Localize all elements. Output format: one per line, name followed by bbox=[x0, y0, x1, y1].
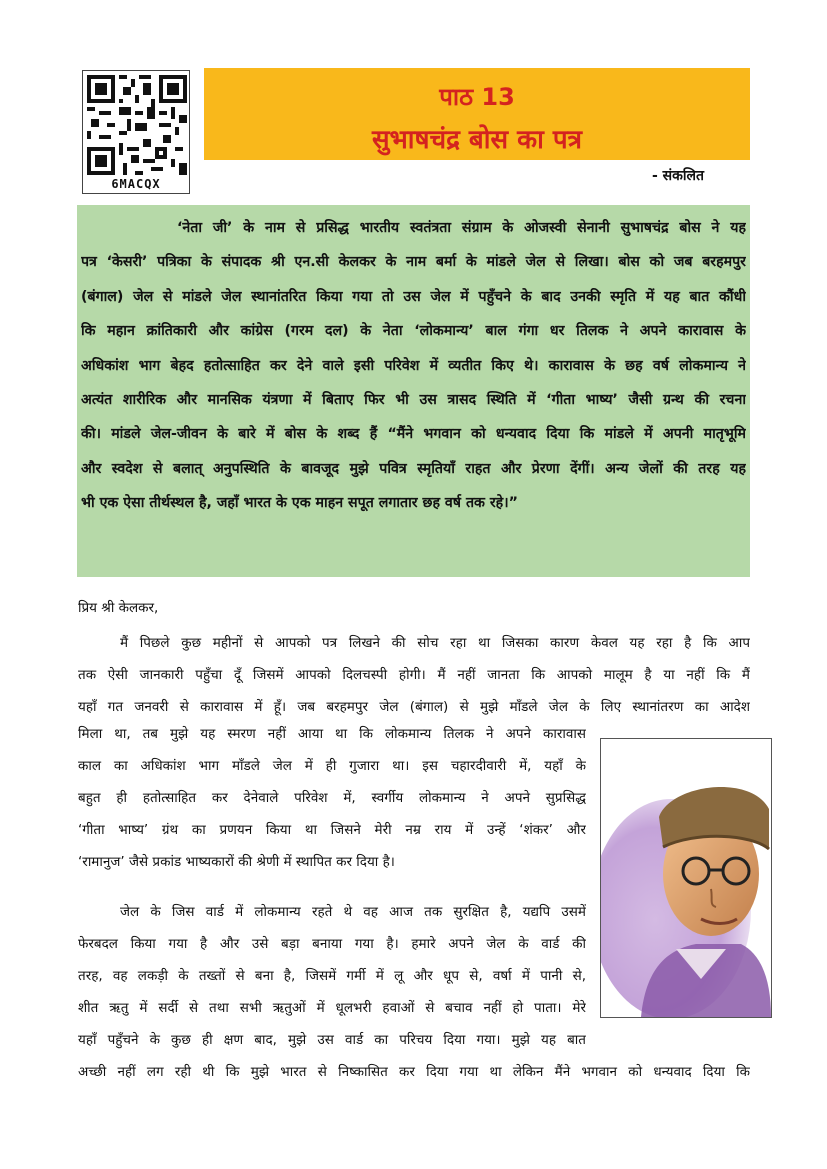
letter-paragraph-2-top bbox=[78, 896, 586, 1056]
letter-line: फेरबदल किया गया है और उसे बड़ा बनाया गया है। हमारे अपने जेल के वार्ड की bbox=[78, 936, 586, 952]
letter-line: शीत ऋतु में सर्दी से तथा सभी ऋतुओं में धूलभरी हवाओं से बचाव नहीं हो पाता। मेरे bbox=[78, 1000, 586, 1016]
letter-line: यहाँ पहुँचने के कुछ ही क्षण बाद, मुझे उस वार्ड का परिचय दिया गया। मुझे यह बात bbox=[78, 1032, 586, 1048]
letter-line: अच्छी नहीं लग रही थी कि मुझे भारत से निष्कासित कर दिया गया था लेकिन मैंने भगवान को धन्यवाद दिया कि bbox=[78, 1064, 750, 1080]
qr-code-icon bbox=[87, 75, 187, 175]
lesson-number: पाठ 13 bbox=[439, 83, 515, 111]
intro-line: और स्वदेश से बलात् अनुपस्थिति के बावजूद मुझे पवित्र स्मृतियाँ राहत और प्रेरणा देंगीं। अन्य जेलों की तरह यह bbox=[81, 460, 746, 477]
letter-salutation: प्रिय श्री केलकर, bbox=[78, 600, 159, 616]
portrait-image bbox=[600, 738, 772, 1018]
intro-line: (बंगाल) जेल से मांडले जेल स्थानांतरित किया गया तो उस जेल में पहुँचने के बाद उनकी स्मृति में यह बात कौंधी bbox=[81, 288, 746, 305]
letter-line: ‘गीता भाष्य’ ग्रंथ का प्रणयन किया था जिसने मेरी नम्र राय में उन्हें ‘शंकर’ और bbox=[78, 822, 586, 838]
letter-line: यहाँ गत जनवरी से कारावास में हूँ। जब बरहमपुर जेल (बंगाल) से मुझे माँडले जेल के लिए स्थानांतरण का आदेश bbox=[78, 699, 750, 715]
title-band bbox=[204, 68, 750, 160]
letter-line: मिला था, तब मुझे यह स्मरण नहीं आया था कि लोकमान्य तिलक ने अपने कारावास bbox=[78, 726, 586, 742]
lesson-title: सुभाषचंद्र बोस का पत्र bbox=[371, 125, 583, 155]
compiled-by: - संकलित bbox=[652, 168, 704, 184]
letter-line: काल का अधिकांश भाग माँडले जेल में ही गुजारा था। इस चहारदीवारी में, यहाँ के bbox=[78, 758, 586, 774]
letter-paragraph-1-bottom bbox=[78, 718, 586, 878]
portrait-illustration bbox=[601, 739, 771, 1017]
letter-line: तरह, वह लकड़ी के तख्तों से बना है, जिसमें गर्मी में लू और धूप से, वर्षा में पानी से, bbox=[78, 968, 586, 984]
intro-line: भी एक ऐसा तीर्थस्थल है, जहाँ भारत के एक माहन सपूत लगातार छह वर्ष तक रहे।” bbox=[81, 495, 518, 512]
letter-paragraph-1-top bbox=[78, 627, 750, 723]
intro-line: पत्र ‘केसरी’ पत्रिका के संपादक श्री एन.सी केलकर के नाम बर्मा के मांडले जेल से लिखा। बोस को जब बरहमपुर bbox=[81, 254, 746, 271]
intro-line: अधिकांश भाग बेहद हतोत्साहित कर देने वाले इसी परिवेश में व्यतीत किए थे। कारावास के छह वर्ष लोकमान्य ने bbox=[81, 357, 746, 374]
intro-line: ‘नेता जी’ के नाम से प्रसिद्ध भारतीय स्वतंत्रता संग्राम के ओजस्वी सेनानी सुभाषचंद्र बोस ने यह bbox=[177, 220, 746, 236]
qr-code[interactable] bbox=[82, 70, 190, 194]
letter-paragraph-2-bottom bbox=[78, 1056, 750, 1088]
qr-code-text: 6MACQX bbox=[111, 177, 161, 191]
intro-box bbox=[77, 205, 750, 577]
letter-line: जेल के जिस वार्ड में लोकमान्य रहते थे वह आज तक सुरक्षित है, यद्यपि उसमें bbox=[120, 904, 586, 920]
intro-line: कि महान क्रांतिकारी और कांग्रेस (गरम दल) के नेता ‘लोकमान्य’ बाल गंगा धर तिलक ने अपने कारावास के bbox=[81, 323, 746, 340]
letter-line: ‘रामानुज’ जैसे प्रकांड भाष्यकारों की श्रेणी में स्थापित कर दिया है। bbox=[78, 854, 395, 870]
letter-line: तक ऐसी जानकारी पहुँचा दूँ जिसमें आपको दिलचस्पी होगी। मैं नहीं जानता कि आपको मालूम है या नहीं कि मैं bbox=[78, 667, 750, 683]
intro-line: अत्यंत शारीरिक और मानसिक यंत्रणा में बिताए फिर भी उस त्रासद स्थिति में ‘गीता भाष्य’ जैसी ग्रन्थ की रचना bbox=[81, 391, 746, 408]
letter-line: बहुत ही हतोत्साहित कर देनेवाले परिवेश में, स्वर्गीय लोकमान्य ने अपने सुप्रसिद्ध bbox=[78, 790, 586, 806]
intro-line: की। मांडले जेल-जीवन के बारे में बोस के शब्द हैं “मैंने भगवान को धन्यवाद दिया कि मांडले में अपनी मातृभूमि bbox=[81, 426, 746, 443]
letter-line: मैं पिछले कुछ महीनों से आपको पत्र लिखने की सोच रहा था जिसका कारण केवल यह रहा है कि आप bbox=[120, 635, 750, 651]
